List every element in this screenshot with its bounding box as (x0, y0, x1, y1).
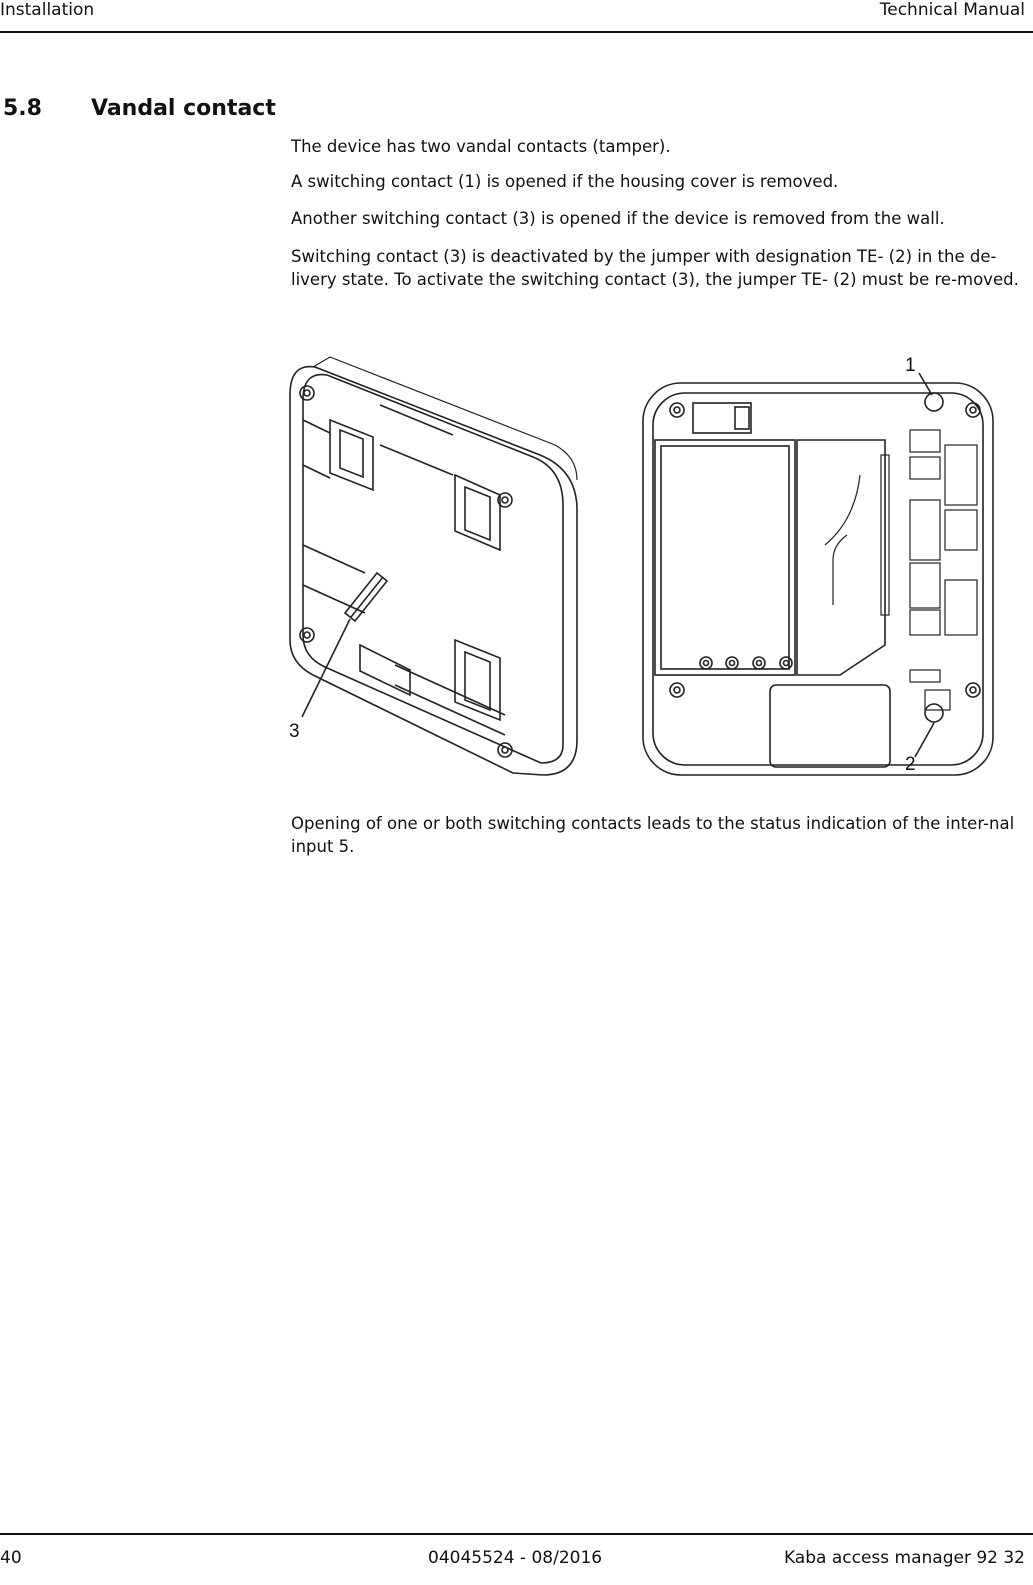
vandal-contact-figure (285, 345, 1015, 785)
callout-3: 3 (289, 721, 300, 742)
housing-base-drawing (290, 357, 577, 775)
paragraph-contact-3: Another switching contact (3) is opened if the device is removed from the wall. (291, 209, 945, 228)
header-manual-title: Technical Manual (879, 0, 1025, 20)
paragraph-jumper: Switching contact (3) is deactivated by the jumper with designation TE- (2) in the de-livery state. To activate the switching contact (3), the jumper TE- (2) must be re-moved. (291, 247, 1019, 289)
footer-page-number: 40 (0, 1548, 22, 1568)
paragraph-closing: Opening of one or both switching contacts leads to the status indication of the inter-nal input 5. (291, 814, 1015, 856)
footer-divider (0, 1533, 1033, 1535)
footer-document-number: 04045524 - 08/2016 (428, 1548, 603, 1568)
paragraph-contact-1: A switching contact (1) is opened if the housing cover is removed. (291, 172, 839, 191)
section-number: 5.8 (3, 96, 42, 121)
header-chapter: Installation (0, 0, 95, 20)
footer-product-name: Kaba access manager 92 32 (783, 1548, 1025, 1568)
paragraph-intro: The device has two vandal contacts (tamper). (291, 137, 671, 156)
callout-1: 1 (905, 355, 916, 376)
callout-2: 2 (905, 754, 916, 775)
section-title: Vandal contact (91, 96, 276, 121)
housing-interior-drawing (643, 383, 993, 775)
header-divider (0, 31, 1033, 33)
